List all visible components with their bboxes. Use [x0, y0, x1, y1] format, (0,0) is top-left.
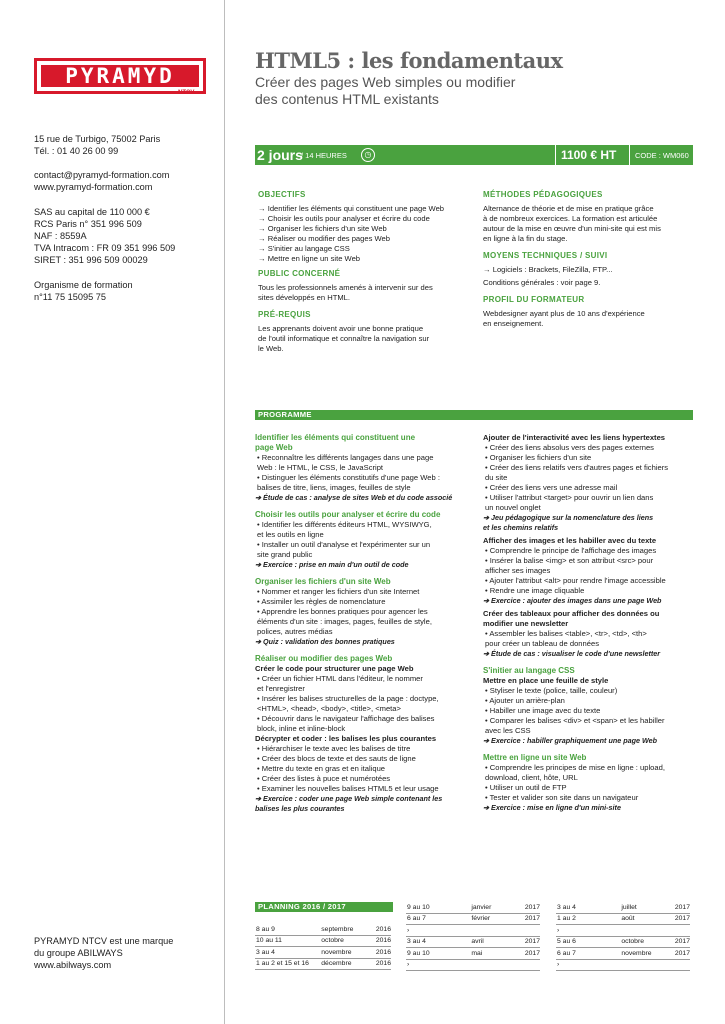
bullet-line: polices, autres médias [257, 627, 333, 636]
bullet-line: • Habiller une image avec du texte [485, 706, 601, 715]
bullet-line: site grand public [257, 550, 313, 559]
planning-cell [666, 925, 690, 937]
bullet-line: • Identifier les différents éditeurs HTML, WYSIWYG, [257, 520, 432, 529]
planning-cell: 2017 [510, 902, 540, 913]
planning-row [556, 925, 690, 937]
page-subtitle [255, 74, 515, 108]
sub-title: Créer des tableaux pour afficher des données ou [483, 609, 660, 618]
footer-link[interactable]: www.abilways.com [34, 960, 112, 970]
bullet-line: du site [485, 473, 508, 482]
sub-title: Afficher des images et les habiller avec du texte [483, 536, 657, 545]
planning-cell: 2017 [666, 913, 690, 925]
bullet-line: avec les CSS [485, 726, 531, 735]
bullet-line: • Assembler les balises <table>, <tr>, <td>, <th> [485, 629, 647, 638]
info-left-column [258, 190, 468, 354]
case-study [255, 560, 469, 570]
bullet-item [483, 546, 695, 556]
section-title: Réaliser ou modifier des pages Web [255, 654, 393, 663]
planning-cell: 2017 [666, 948, 690, 960]
bullet-line: afficher ses images [485, 566, 551, 575]
planning-cell: 5 au 6 [556, 936, 620, 948]
planning-row [556, 948, 690, 960]
clock-icon: ◷ [361, 148, 375, 162]
planning-cell [620, 959, 666, 971]
org-line: n°11 75 15095 75 [34, 292, 106, 302]
planning-row [255, 924, 391, 935]
planning-cell: › [556, 925, 620, 937]
planning-cell: 2016 [368, 958, 391, 970]
planning-row [556, 936, 690, 948]
bullet-line: • Nommer et ranger les fichiers d'un site Internet [257, 587, 420, 596]
bullet-line: • Tester et valider son site dans un navigateur [485, 793, 639, 802]
bullet-item [483, 629, 695, 649]
bullet-item [255, 744, 469, 754]
bar-separator [555, 145, 556, 165]
bullet-item [483, 706, 695, 716]
planning-cell: novembre [320, 947, 368, 959]
bullet-line: • Utiliser un outil de FTP [485, 783, 567, 792]
case-line: ➔ Étude de cas : analyse de sites Web et du code associé [255, 493, 453, 502]
legal-line: SIRET : 351 996 509 00029 [34, 255, 148, 265]
public-heading: PUBLIC CONCERNÉ [258, 269, 341, 278]
subtitle-line: des contenus HTML existants [255, 91, 439, 107]
case-study [483, 596, 695, 606]
bullet-line: • Reconnaître les différents langages dans une page [257, 453, 434, 462]
bullet-line: • Créer des listes à puce et numérotées [257, 774, 391, 783]
planning-row [406, 925, 540, 937]
planning-cell: 8 au 9 [255, 924, 320, 935]
bullet-item [483, 493, 695, 513]
case-line: ➔ Exercice : coder une page Web simple contenant les [255, 794, 443, 803]
pyramyd-logo [34, 58, 206, 94]
bullet-item [483, 443, 695, 453]
case-line: ➔ Quiz : validation des bonnes pratiques [255, 637, 395, 646]
bullet-item [255, 754, 469, 764]
bullet-item [255, 694, 469, 714]
bullet-line: • Créer des liens vers une adresse mail [485, 483, 618, 492]
planning-row [406, 948, 540, 960]
programme-section [483, 666, 695, 746]
bullet-line: • Rendre une image cliquable [485, 586, 585, 595]
bullet-line: éléments d'un site : images, pages, feuilles de style, [257, 617, 432, 626]
bullet-item [483, 453, 695, 463]
price: 1100 € HT [561, 148, 617, 162]
bullet-item [255, 764, 469, 774]
page-title: HTML5 : les fondamentaux [255, 48, 563, 73]
contact-block [34, 169, 169, 193]
address-block [34, 133, 160, 157]
planning-cell: 1 au 2 et 15 et 16 [255, 958, 320, 970]
planning-row [406, 913, 540, 925]
bullet-item [483, 576, 695, 586]
section-title: Organiser les fichiers d'un site Web [255, 577, 391, 586]
planning-heading: PLANNING 2016 / 2017 [255, 902, 393, 912]
bullet-item [255, 607, 469, 637]
planning-cell: 3 au 4 [406, 936, 470, 948]
planning-cell: avril [470, 936, 509, 948]
bullet-line: <HTML>, <head>, <body>, <title>, <meta> [257, 704, 401, 713]
planning-cell: › [556, 959, 620, 971]
section-title: Choisir les outils pour analyser et écrire du code [255, 510, 441, 519]
info-right-column [483, 190, 693, 329]
planning-cell: › [406, 925, 470, 937]
bullet-line: • Comparer les balises <div> et <span> et les habiller [485, 716, 665, 725]
prerequis-heading: PRÉ-REQUIS [258, 310, 311, 319]
planning-cell: 3 au 4 [556, 902, 620, 913]
planning-table-1 [255, 924, 391, 970]
bullet-line: • Assimiler les règles de nomenclature [257, 597, 386, 606]
bullet-item [255, 587, 469, 597]
planning-cell: octobre [320, 935, 368, 947]
email-link[interactable]: contact@pyramyd-formation.com [34, 170, 170, 180]
website-link[interactable]: www.pyramyd-formation.com [34, 182, 153, 192]
case-study [483, 736, 695, 746]
planning-table-2 [406, 902, 540, 971]
planning-cell: 2017 [666, 936, 690, 948]
methodes-text: Alternance de théorie et de mise en pratique grâce à de nombreux exercices. La formation est articulée autour de la mise en œuvre d'un mini-site qui est mis en ligne à la fin du stage. [483, 204, 661, 243]
planning-cell [470, 959, 509, 971]
objectifs-heading: OBJECTIFS [258, 190, 306, 199]
programme-subsection [483, 433, 695, 533]
bullet-line: • Hiérarchiser le texte avec les balises de titre [257, 744, 411, 753]
bullet-item [483, 783, 695, 793]
programme-heading: PROGRAMME [255, 410, 693, 420]
bullet-line: • Comprendre les principes de mise en ligne : upload, [485, 763, 665, 772]
planning-cell: 2016 [368, 947, 391, 959]
profil-text: Webdesigner ayant plus de 10 ans d'expérience en enseignement. [483, 309, 645, 328]
bar-separator [629, 145, 630, 165]
planning-cell: 6 au 7 [556, 948, 620, 960]
planning-cell: janvier [470, 902, 509, 913]
planning-cell [510, 959, 540, 971]
methodes-heading: MÉTHODES PÉDAGOGIQUES [483, 190, 603, 199]
planning-cell: 2017 [510, 948, 540, 960]
list-item: → Organiser les fichiers d'un site Web [258, 224, 387, 233]
bullet-line: • Ajouter l'attribut <alt> pour rendre l'image accessible [485, 576, 666, 585]
logo-sub: NTCV [178, 90, 195, 96]
bullet-item [483, 793, 695, 803]
planning-cell: décembre [320, 958, 368, 970]
bullet-item [255, 774, 469, 784]
address-line: 15 rue de Turbigo, 75002 Paris [34, 134, 161, 144]
sub-title: Décrypter et coder : les balises les plus courantes [255, 734, 437, 743]
case-line: balises les plus courantes [255, 804, 345, 813]
legal-line: TVA Intracom : FR 09 351 996 509 [34, 243, 176, 253]
legal-block [34, 206, 175, 266]
bullet-item [255, 597, 469, 607]
planning-cell: novembre [620, 948, 666, 960]
sub-title: Ajouter de l'interactivité avec les liens hypertextes [483, 433, 666, 442]
bullet-line: • Distinguer les éléments constitutifs d'une page Web : [257, 473, 440, 482]
case-study [483, 803, 695, 813]
bullet-item [255, 540, 469, 560]
bullet-line: • Découvrir dans le navigateur l'affichage des balises [257, 714, 435, 723]
planning-row [255, 947, 391, 959]
planning-cell: septembre [320, 924, 368, 935]
planning-cell [620, 925, 666, 937]
bullet-line: • Comprendre le principe de l'affichage des images [485, 546, 657, 555]
case-study [255, 637, 469, 647]
planning-table-3 [556, 902, 690, 971]
planning-cell [510, 925, 540, 937]
bullet-line: • Apprendre les bonnes pratiques pour agencer les [257, 607, 428, 616]
case-study [255, 794, 469, 814]
bullet-line: • Organiser les fichiers d'un site [485, 453, 592, 462]
bullet-line: • Utiliser l'attribut <target> pour ouvrir un lien dans [485, 493, 654, 502]
bullet-item [483, 556, 695, 576]
programme-left-column [255, 433, 469, 821]
bullet-item [483, 696, 695, 706]
bullet-item [483, 463, 695, 483]
programme-section [255, 433, 469, 503]
case-study [255, 493, 469, 503]
planning-cell: 9 au 10 [406, 902, 470, 913]
duration-hours: / 14 HEURES [301, 151, 347, 160]
list-item: → S'initier au langage CSS [258, 244, 350, 253]
planning-cell [666, 959, 690, 971]
planning-cell: mai [470, 948, 509, 960]
programme-subsection [483, 609, 695, 659]
bullet-line: • Créer des blocs de texte et des sauts de ligne [257, 754, 416, 763]
case-line: ➔ Jeu pédagogique sur la nomenclature des liens [483, 513, 654, 522]
planning-cell: 2017 [666, 902, 690, 913]
sub-title: Mettre en place une feuille de style [483, 676, 609, 685]
bullet-line: Web : le HTML, le CSS, le JavaScript [257, 463, 384, 472]
public-text: Tous les professionnels amenés à intervenir sur des sites développés en HTML. [258, 283, 433, 302]
profil-heading: PROFIL DU FORMATEUR [483, 295, 585, 304]
list-item: → Logiciels : Brackets, FileZilla, FTP... [483, 265, 613, 274]
planning-cell: août [620, 913, 666, 925]
planning-cell: 6 au 7 [406, 913, 470, 925]
bullet-line: • Styliser le texte (police, taille, couleur) [485, 686, 618, 695]
planning-cell: 2016 [368, 924, 391, 935]
programme-section [255, 654, 469, 814]
bullet-item [483, 716, 695, 736]
bullet-line: balises de titre, liens, images, feuilles de style [257, 483, 411, 492]
planning-cell: 3 au 4 [255, 947, 320, 959]
bullet-line: • Créer un fichier HTML dans l'éditeur, le nommer [257, 674, 423, 683]
bullet-line: pour créer un tableau de données [485, 639, 599, 648]
course-code: CODE : WM060 [635, 151, 689, 160]
planning-row [406, 959, 540, 971]
bullet-item [483, 586, 695, 596]
section-title: page Web [255, 443, 293, 452]
planning-cell: février [470, 913, 509, 925]
planning-cell: octobre [620, 936, 666, 948]
planning-cell: 1 au 2 [556, 913, 620, 925]
planning-row [406, 902, 540, 913]
planning-cell: 2017 [510, 913, 540, 925]
bullet-line: • Examiner les nouvelles balises HTML5 et leur usage [257, 784, 439, 793]
case-line: ➔ Étude de cas : visualiser le code d'une newsletter [483, 649, 661, 658]
section-title: Identifier les éléments qui constituent une [255, 433, 416, 442]
bullet-item [483, 686, 695, 696]
planning-row [556, 913, 690, 925]
objectifs-list [258, 204, 468, 264]
course-info-bar [255, 145, 693, 165]
bullet-line: block, inline et inline-block [257, 724, 346, 733]
planning-row [255, 935, 391, 947]
bullet-line: • Mettre du texte en gras et en italique [257, 764, 386, 773]
section-title: Mettre en ligne un site Web [483, 753, 587, 762]
case-line: et les chemins relatifs [483, 523, 559, 532]
bullet-item [255, 520, 469, 540]
programme-section [255, 577, 469, 647]
bullet-item [255, 784, 469, 794]
planning-row [556, 902, 690, 913]
bullet-line: et les outils en ligne [257, 530, 324, 539]
bullet-item [483, 483, 695, 493]
phone-line: Tél. : 01 40 26 00 99 [34, 146, 119, 156]
planning-row [255, 958, 391, 970]
prerequis-text: Les apprenants doivent avoir une bonne pratique de l'outil informatique et connaître la navigation sur le Web. [258, 324, 430, 353]
column-divider [224, 0, 225, 1024]
bullet-item [255, 453, 469, 473]
case-line: ➔ Exercice : ajouter des images dans une page Web [483, 596, 662, 605]
planning-cell: 9 au 10 [406, 948, 470, 960]
bullet-line: un nouvel onglet [485, 503, 541, 512]
bullet-item [255, 473, 469, 493]
conditions-text: Conditions générales : voir page 9. [483, 278, 601, 287]
moyens-text [483, 265, 693, 288]
legal-line: NAF : 8559A [34, 231, 87, 241]
duration-days: 2 jours [257, 147, 303, 163]
planning-cell: 2016 [368, 935, 391, 947]
bullet-line: • Installer un outil d'analyse et l'expérimenter sur un [257, 540, 431, 549]
planning-cell: 2017 [510, 936, 540, 948]
list-item: → Mettre en ligne un site Web [258, 254, 361, 263]
bullet-line: et l'enregistrer [257, 684, 305, 693]
footer-line: du groupe ABILWAYS [34, 948, 123, 958]
case-line: ➔ Exercice : mise en ligne d'un mini-site [483, 803, 621, 812]
case-study [483, 649, 695, 659]
planning-row [556, 959, 690, 971]
bullet-line: • Créer des liens absolus vers des pages externes [485, 443, 654, 452]
case-line: ➔ Exercice : prise en main d'un outil de code [255, 560, 409, 569]
legal-line: RCS Paris n° 351 996 509 [34, 219, 142, 229]
subtitle-line: Créer des pages Web simples ou modifier [255, 74, 516, 90]
bullet-item [483, 763, 695, 783]
planning-cell: › [406, 959, 470, 971]
bullet-line: • Créer des liens relatifs vers d'autres pages et fichiers [485, 463, 669, 472]
section-title: S'initier au langage CSS [483, 666, 575, 675]
case-line: ➔ Exercice : habiller graphiquement une page Web [483, 736, 658, 745]
bullet-item [255, 714, 469, 734]
sub-title: Créer le code pour structurer une page Web [255, 664, 414, 673]
bullet-line: download, client, hôte, URL [485, 773, 578, 782]
programme-subsection [483, 536, 695, 606]
org-line: Organisme de formation [34, 280, 133, 290]
bullet-item [255, 674, 469, 694]
bullet-line: • Insérer les balises structurelles de la page : doctype, [257, 694, 439, 703]
programme-section [255, 510, 469, 570]
sub-title: modifier une newsletter [483, 619, 569, 628]
planning-row [406, 936, 540, 948]
org-block [34, 279, 133, 303]
programme-section [483, 753, 695, 813]
moyens-heading: MOYENS TECHNIQUES / SUIVI [483, 251, 608, 260]
list-item: → Réaliser ou modifier des pages Web [258, 234, 390, 243]
planning-cell: 10 au 11 [255, 935, 320, 947]
planning-cell [470, 925, 509, 937]
bullet-line: • Insérer la balise <img> et son attribut <src> pour [485, 556, 654, 565]
list-item: → Identifier les éléments qui constituent une page Web [258, 204, 445, 213]
legal-line: SAS au capital de 110 000 € [34, 207, 150, 217]
footer-block [34, 935, 173, 971]
bullet-line: • Ajouter un arrière-plan [485, 696, 565, 705]
planning-cell: juillet [620, 902, 666, 913]
programme-right-column [483, 433, 695, 820]
list-item: → Choisir les outils pour analyser et écrire du code [258, 214, 430, 223]
footer-line: PYRAMYD NTCV est une marque [34, 936, 174, 946]
case-study [483, 513, 695, 533]
logo-text: PYRAMYD [41, 65, 199, 87]
